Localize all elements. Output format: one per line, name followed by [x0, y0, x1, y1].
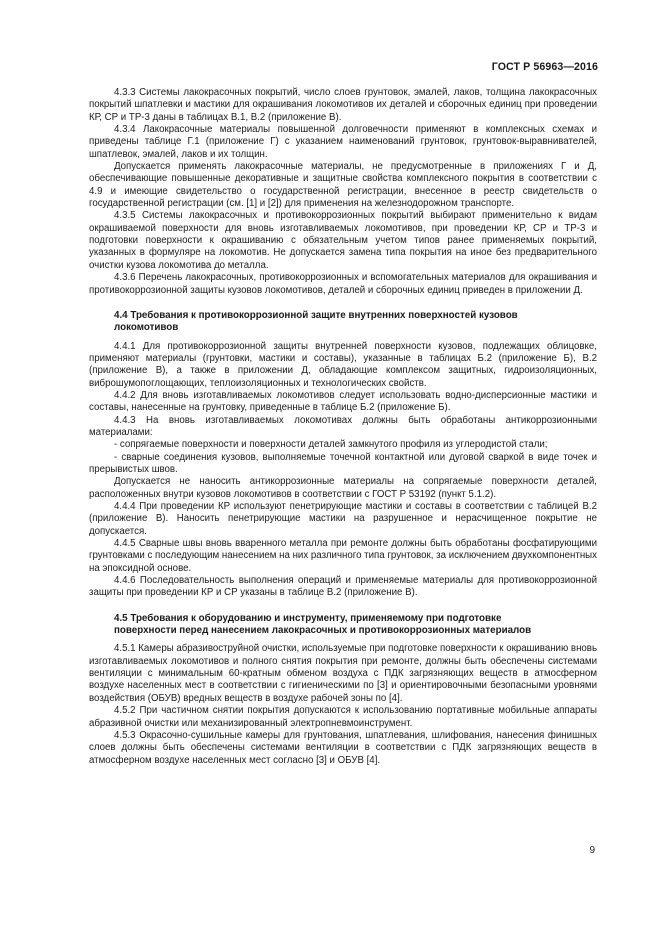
paragraph-4-4-2: 4.4.2 Для вновь изготавливаемых локомотивов следует использовать водно-дисперсионные мастики и составы, нанесенные на грунтовку, приведенные в таблице Б.2 (приложение Б). [89, 389, 597, 414]
page-number: 9 [589, 845, 595, 856]
paragraph-4-4-3-allowance: Допускается не наносить антикоррозионные материалы на сопрягаемые поверхности деталей, расположенных внутри кузовов локомотивов в соответствии с ГОСТ Р 53192 (пункт 5.1.2). [89, 476, 597, 500]
paragraph-4-4-1: 4.4.1 Для противокоррозионной защиты внутренней поверхности кузовов, подлежащих облицовке, применяют материалы (грунтовки, мастики и составы), указанные в таблицах Б.2 (приложение Б), В.2 (приложение В), а также в приложении Д, обладающие комплексом защитных, гидроизоляционных, виброшумопоглощающих, теплоизоляционных и технологических свойств. [89, 340, 597, 389]
paragraph-4-5-3: 4.5.3 Окрасочно-сушильные камеры для грунтования, шпатлевания, шлифования, нанесения финишных слоев должны быть обеспечены системами вентиляции в соответствии с ПДК загрязняющих веществ в атмосферном воздухе населенных мест согласно [3] и ОБУВ [4]. [89, 729, 597, 766]
section-heading-4-5 [89, 613, 597, 638]
document-body [89, 87, 597, 767]
paragraph-4-3-5: 4.3.5 Системы лакокрасочных и противокоррозионных покрытий выбирают применительно к видам окрашиваемой поверхности для вновь изготавливаемых локомотивов, при проведении КР, СР и ТР-3 и подготовки поверхности к окрашиванию с обязательным учетом типов ранее применяемых покрытий, указанных в формуляре на локомотив. Не допускается замена типа покрытия на иное без предварительного очистки кузова локомотива до металла. [89, 210, 597, 271]
section-heading-4-4-line1: 4.4 Требования к противокоррозионной защите внутренних поверхностей кузовов [114, 309, 518, 321]
paragraph-4-5-2: 4.5.2 При частичном снятии покрытия допускаются к использованию портативные мобильные аппараты абразивной очистки или механизированный электропневмоинструмент. [89, 705, 597, 729]
paragraph-4-3-4: 4.3.4 Лакокрасочные материалы повышенной долговечности применяют в комплексных схемах и приведены таблице Г.1 (приложение Г) с указанием наименований грунтовок, грунтовок-выравнивателей, шпатлевок, эмалей, лаков и их толщин. [89, 124, 597, 160]
paragraph-4-5-1: 4.5.1 Камеры абразивоструйной очистки, используемые при подготовке поверхности к окрашиванию вновь изготавливаемых локомотивов и полного снятия покрытия при ремонте, должны быть обеспечены системами вентиляции с минимальным 60-кратным обменом воздуха с ПДК загрязняющих веществ в атмосферном воздухе населенных мест в соответствии с гигиеническими по [3] и ориентировочными безопасными уровнями воздействия (ОБУВ) вредных веществ в воздухе рабочей зоны по [4]. [89, 643, 598, 704]
paragraph-4-3-6: 4.3.6 Перечень лакокрасочных, противокоррозионных и вспомогательных материалов для окрашивания и противокоррозионной защиты кузовов локомотивов, деталей и сборочных единиц приведен в приложении Д. [89, 272, 597, 296]
section-heading-4-5-line1: 4.5 Требования к оборудованию и инструменту, применяемому при подготовке [114, 612, 502, 624]
document-header: ГОСТ Р 56963—2016 [491, 61, 598, 73]
paragraph-4-4-3: 4.4.3 На вновь изготавливаемых локомотивах должны быть обработаны антикоррозионными материалами: [89, 414, 597, 438]
paragraph-4-4-6: 4.4.6 Последовательность выполнения операций и применяемые материалы для противокоррозионной защиты при проведении КР и СР указаны в таблице В.2 (приложение В). [89, 575, 597, 599]
section-heading-4-4 [89, 310, 597, 335]
section-heading-4-4-line2: локомотивов [114, 322, 179, 334]
paragraph-4-3-3: 4.3.3 Системы лакокрасочных покрытий, число слоев грунтовок, эмалей, лаков, толщина лакокрасочных покрытий шпатлевки и мастики для окрашивания локомотивов их деталей и сборочных единиц при проведении КР, СР и ТР-3 даны в таблицах В.1, В.2 (приложение В). [89, 87, 597, 123]
paragraph-4-4-5: 4.4.5 Сварные швы вновь вваренного металла при ремонте должны быть обработаны фосфатирующими грунтовками с последующим нанесением на них различного типа грунтовок, за исключением двухкомпонентных на эпоксидной основе. [89, 538, 597, 574]
list-item-dash-1: - сопрягаемые поверхности и поверхности деталей замкнутого профиля из углеродистой стали; [114, 439, 548, 451]
list-item-dash-2: - сварные соединения кузовов, выполняемые точечной контактной или дуговой сваркой в виде точек и прерывистых швов. [89, 451, 597, 475]
section-heading-4-5-line2: поверхности перед нанесением лакокрасочных и противокоррозионных материалов [114, 625, 532, 637]
paragraph-4-4-4: 4.4.4 При проведении КР используют пенетрирующие мастики и составы в соответствии с таблицей В.2 (приложение В). Наносить пенетрирующие мастики на разрушенное и нерасчищенное покрытие не допускается. [89, 501, 597, 537]
paragraph-4-3-4-allowance: Допускается применять лакокрасочные материалы, не предусмотренные в приложениях Г и Д, обеспечивающие повышенные декоративные и защитные свойства комплексного покрытия в соответствии с 4.9 и имеющие свидетельство о государственной регистрации, внесенное в реестр свидетельств о государственной регистрации (см. [1] и [2]) для применения на железнодорожном транспорте. [89, 161, 597, 210]
